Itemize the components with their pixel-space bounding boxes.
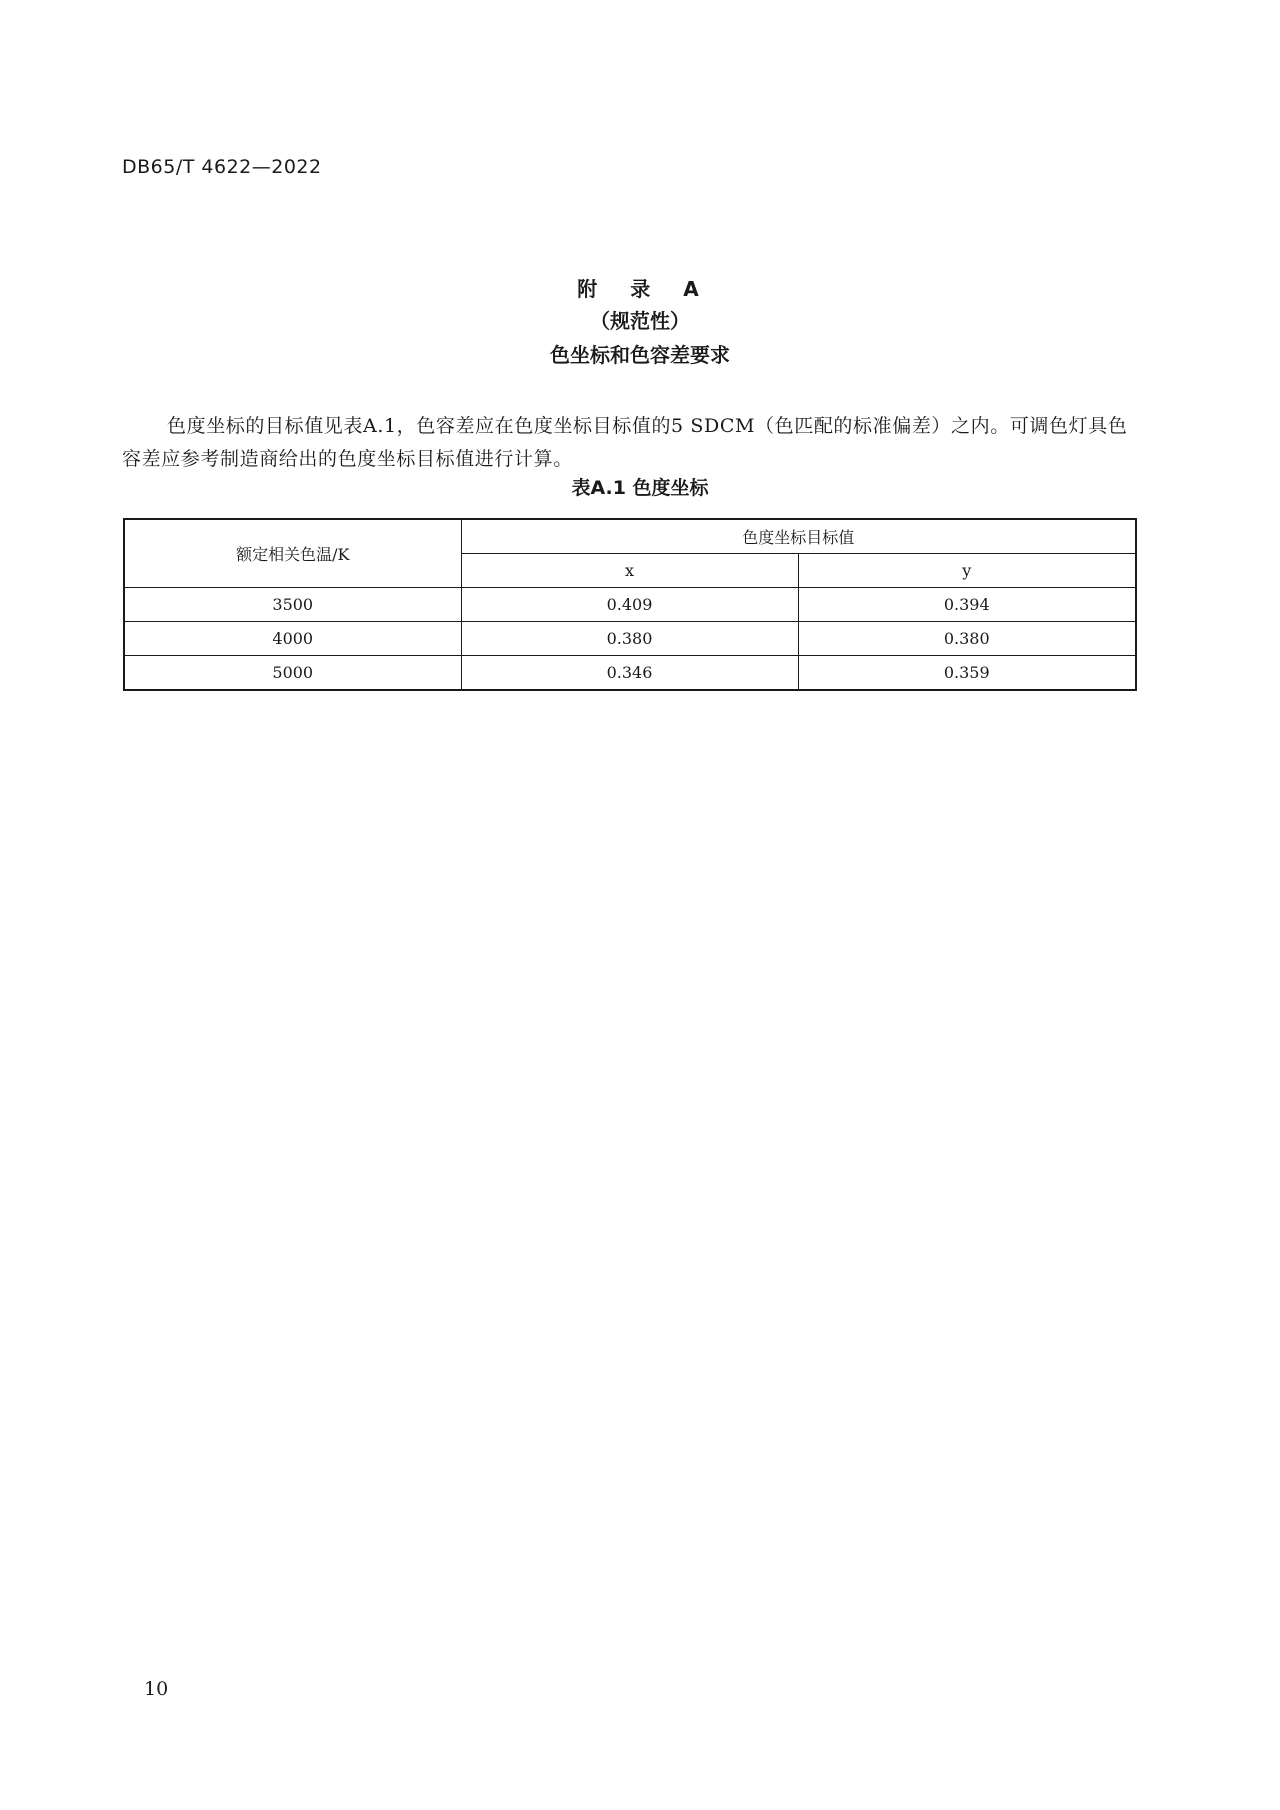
table-row <box>124 656 1136 691</box>
header-y: y <box>798 554 1136 588</box>
header-target-group: 色度坐标目标值 <box>461 519 1136 554</box>
cell-cct: 4000 <box>124 622 461 656</box>
cell-cct: 3500 <box>124 588 461 622</box>
cell-x: 0.346 <box>461 656 798 691</box>
cell-y: 0.394 <box>798 588 1136 622</box>
header-x: x <box>461 554 798 588</box>
appendix-label: 附 录 A <box>577 277 703 301</box>
appendix-nature: （规范性） <box>590 309 690 333</box>
appendix-title: 色坐标和色容差要求 <box>550 343 730 367</box>
page-number: 10 <box>144 1678 169 1700</box>
document-id: DB65/T 4622—2022 <box>122 156 322 178</box>
body-paragraph: 色度坐标的目标值见表A.1，色容差应在色度坐标目标值的5 SDCM（色匹配的标准偏差）之内。可调色灯具色容差应参考制造商给出的色度坐标目标值进行计算。 <box>122 415 1128 470</box>
header-cct: 额定相关色温/K <box>124 519 461 588</box>
cell-y: 0.359 <box>798 656 1136 691</box>
cell-cct: 5000 <box>124 656 461 691</box>
cell-x: 0.380 <box>461 622 798 656</box>
cell-x: 0.409 <box>461 588 798 622</box>
table-row <box>124 622 1136 656</box>
chromaticity-table <box>123 518 1137 691</box>
table-header-row <box>124 519 1136 554</box>
cell-y: 0.380 <box>798 622 1136 656</box>
table-caption: 表A.1 色度坐标 <box>571 477 709 499</box>
table-row <box>124 588 1136 622</box>
